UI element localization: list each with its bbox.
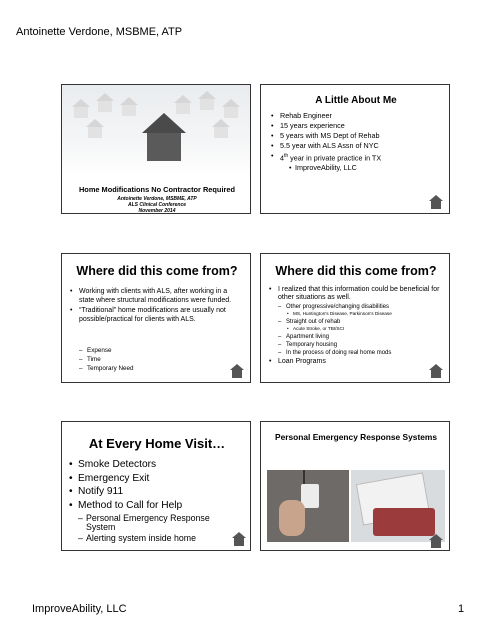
list-item: • “Traditional” home modifications are usually not possible/practical for clients with ALS. bbox=[70, 306, 240, 324]
slide-1 bbox=[61, 84, 251, 214]
list-item bbox=[269, 286, 447, 303]
pendant-button-photo bbox=[267, 470, 349, 542]
list-item: • Smoke Detectors bbox=[69, 458, 247, 472]
house-icon bbox=[212, 119, 230, 138]
list-item: – Time bbox=[70, 355, 134, 364]
list-item: – Temporary housing bbox=[269, 341, 447, 349]
slide-2 bbox=[260, 84, 450, 214]
slide-3-bullets bbox=[70, 287, 240, 324]
house-icon bbox=[429, 364, 443, 378]
slide-1-title: Home Modifications No Contractor Required bbox=[78, 185, 236, 194]
slide-3-title: Where did this come from? bbox=[76, 264, 238, 278]
lanyard bbox=[303, 470, 305, 484]
slide-3 bbox=[61, 253, 251, 383]
list-item: • 5.5 year with ALS Assn of NYC bbox=[271, 141, 443, 151]
house-icon bbox=[429, 534, 443, 548]
slide-2-title: A Little About Me bbox=[315, 95, 397, 106]
list-item: – Personal Emergency Response System bbox=[69, 514, 229, 532]
slide-5-subitems bbox=[69, 514, 229, 543]
list-item-text: I realized that this information could be beneficial for other situations as well. bbox=[278, 286, 440, 302]
list-item-text: Loan Programs bbox=[278, 357, 326, 365]
document-footer: ImproveAbility, LLC bbox=[32, 603, 127, 615]
house-icon bbox=[72, 99, 90, 118]
finger bbox=[279, 500, 305, 536]
list-item: – Expense bbox=[70, 346, 134, 355]
slide-4-title: Where did this come from? bbox=[275, 264, 437, 278]
list-item: – Other progressive/changing disabilities bbox=[269, 303, 447, 311]
house-icon bbox=[120, 97, 138, 116]
list-item: – Apartment living bbox=[269, 333, 447, 341]
slide-5-bullets bbox=[69, 458, 247, 512]
house-icon-body bbox=[147, 133, 181, 161]
year-suffix: th bbox=[284, 153, 289, 159]
house-icon bbox=[222, 99, 240, 118]
slide-1-conference: ALS Clinical Conference bbox=[127, 202, 187, 208]
house-icon bbox=[232, 532, 246, 546]
list-item: – In the process of doing real home mods bbox=[269, 349, 447, 357]
year-number: 4 bbox=[280, 153, 284, 163]
house-icon bbox=[198, 91, 216, 110]
list-item: – Temporary Need bbox=[70, 364, 134, 373]
house-icon bbox=[230, 364, 244, 378]
list-item bbox=[271, 151, 443, 163]
list-item-text: year in private practice in TX bbox=[288, 153, 382, 163]
list-item: • 5 years with MS Dept of Rehab bbox=[271, 131, 443, 141]
slide-4 bbox=[260, 253, 450, 383]
bullet-glyph: • bbox=[269, 357, 272, 365]
house-icon bbox=[86, 119, 104, 138]
slide-6 bbox=[260, 421, 450, 551]
document-header: Antoinette Verdone, MSBME, ATP bbox=[16, 26, 183, 38]
list-item: • Notify 911 bbox=[69, 485, 247, 499]
slide-5-title: At Every Home Visit… bbox=[88, 436, 226, 451]
slide-2-bullets bbox=[271, 111, 443, 163]
sub-item: • ImproveAbility, LLC bbox=[271, 163, 357, 172]
alert-device bbox=[373, 508, 435, 536]
slide-5 bbox=[61, 421, 251, 551]
house-icon bbox=[142, 113, 186, 133]
list-item: – Straight out of rehab bbox=[269, 318, 447, 326]
slide-3-subitems bbox=[70, 346, 134, 373]
house-icon bbox=[96, 93, 114, 112]
slide-4-bullets bbox=[269, 286, 447, 366]
slide-1-date: November 2014 bbox=[138, 208, 176, 214]
list-item bbox=[269, 358, 447, 366]
page-number: 1 bbox=[458, 603, 465, 615]
bullet-glyph: • bbox=[269, 286, 272, 293]
houses-photo bbox=[62, 85, 251, 177]
medical-alert-card-photo bbox=[351, 470, 445, 542]
list-item: • Emergency Exit bbox=[69, 472, 247, 486]
house-icon bbox=[174, 95, 192, 114]
list-item: • Method to Call for Help bbox=[69, 499, 247, 513]
list-item: • 15 years experience bbox=[271, 121, 443, 131]
list-item: • Rehab Engineer bbox=[271, 111, 443, 121]
slide-1-presenter: Antoinette Verdone, MSBME, ATP bbox=[117, 196, 197, 202]
house-icon bbox=[429, 195, 443, 209]
list-item: • Acute Stroke, or TBI/SCI bbox=[269, 326, 447, 333]
slide-6-title: Personal Emergency Response Systems bbox=[275, 432, 437, 442]
list-item: • MS, Huntington’s Disease, Parkinson’s Disease bbox=[269, 311, 447, 318]
list-item: • Working with clients with ALS, after working in a state where structural modifications were funded. bbox=[70, 287, 240, 305]
list-item: – Alerting system inside home bbox=[69, 534, 229, 543]
